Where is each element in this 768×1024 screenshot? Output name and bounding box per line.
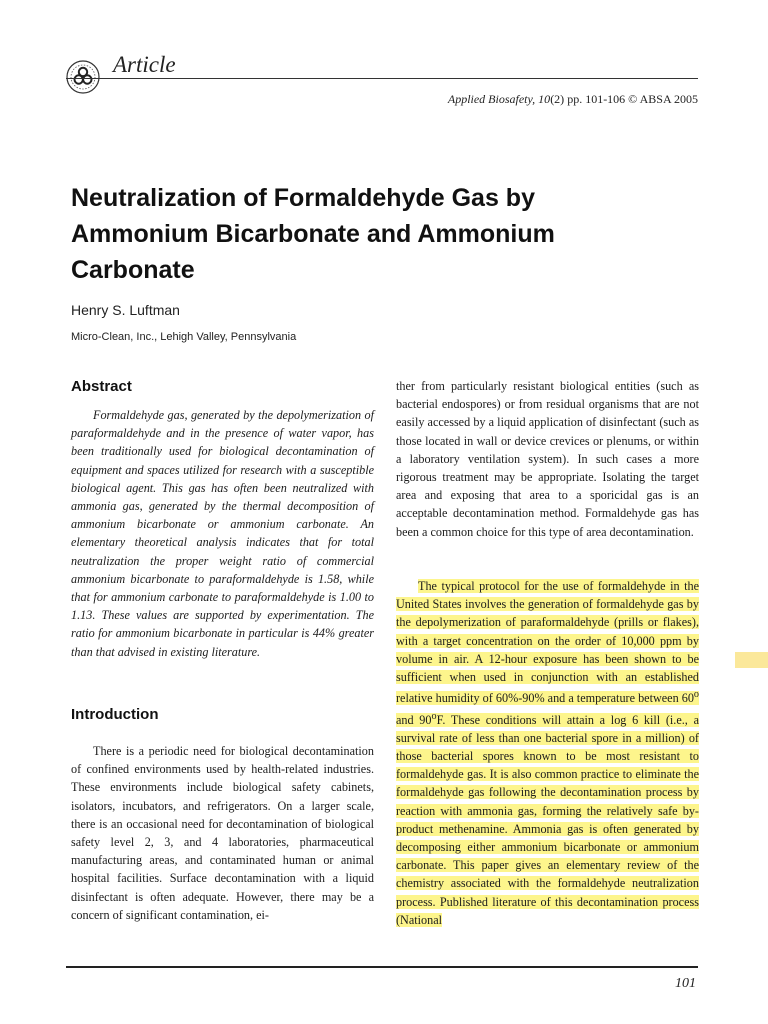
journal-name: Applied Biosafety, 10	[447, 92, 551, 106]
author-affiliation: Micro-Clean, Inc., Lehigh Valley, Pennsylvania	[71, 331, 297, 343]
page-number: 101	[675, 976, 696, 991]
highlight-margin-marker	[735, 652, 768, 668]
journal-issue: (2)	[550, 92, 565, 106]
column2-paragraph-2	[396, 577, 699, 929]
highlight-text-a: The typical protocol for the use of formaldehyde in the United States involves the generation of formaldehyde gas by the depolymerization of paraformaldehyde (prills or flakes), with a target concentration on the order of 10,000 ppm by volume in air. A 12-hour exposure has been shown to be sufficient when used in conjunction with an established relative humidity of 60%-90% and a temperature between 60	[396, 579, 699, 706]
section-label: Article	[113, 52, 176, 77]
paper-title: Neutralization of Formaldehyde Gas by Ammonium Bicarbonate and Ammonium Carbonate	[71, 184, 555, 284]
highlight-text-b: and 90	[396, 712, 432, 727]
citation	[448, 92, 698, 107]
degree-symbol: o	[431, 710, 437, 722]
introduction-text: There is a periodic need for biological decontamination of confined environments used by health-related industries. These environments include biological safety cabinets, isolators, incubators, and refrigerators. On a larger scale, there is an occasional need for decontamination of biological safety level 2, 3, and 4 laboratories, pharmaceutical manufacturing areas, and contaminated human or animal hospital facilities. Surface decontamination with a liquid disinfectant is often adequate. However, there may be a concern of significant contamination, ei-	[71, 744, 374, 922]
author-name: Henry S. Luftman	[71, 302, 180, 318]
biohazard-seal-icon	[66, 60, 100, 94]
highlight-text-c: F. These conditions will attain a log 6 kill (i.e., a survival rate of less than one bacterial spore in a million) of those bacterial spores known to be most resistant to formaldehyde gas. It is also common practice to eliminate the formaldehyde gas following the decontamination process by reaction with ammonia gas, forming the relatively safe by-product methenamine. Ammonia gas is often generated by decomposing either ammonium bicarbonate or ammonium carbonate. This paper gives an elementary review of the chemistry associated with the formaldehyde neutralization process. Published literature of this decontamination process (National	[396, 712, 699, 927]
highlighted-passage	[396, 579, 699, 927]
column2-paragraph-1: ther from particularly resistant biological entities (such as bacterial endospores) or from residual organisms that are not easily accessed by a liquid application of disinfectant (such as those located in wall or device crevices or plenums, or within a laboratory ventilation system). In such cases a more rigorous treatment may be appropriate. Isolating the target area and exposing that area to a sporicidal gas is an acceptable decontamination method. Formaldehyde gas has been a common choice for this type of area decontamination.	[396, 379, 699, 539]
abstract-heading: Abstract	[71, 378, 132, 395]
pages-copyright: pp. 101-106 © ABSA 2005	[567, 92, 698, 106]
footer-rule	[66, 966, 698, 968]
introduction-heading: Introduction	[71, 706, 159, 723]
header-rule	[66, 78, 698, 79]
abstract-text: Formaldehyde gas, generated by the depolymerization of paraformaldehyde and in the presence of water vapor, has been traditionally used for biological decontamination of equipment and spaces utilized for research with a susceptible biological agent. This gas has often been neutralized with ammonia gas, generated by the thermal decomposition of ammonium bicarbonate or ammonium carbonate. An elementary theoretical analysis indicates that for total neutralization the proper weight ratio of commercial ammonium bicarbonate to paraformaldehyde is 1.58, while that for ammonium carbonate to paraformaldehyde is 1.00 to 1.13. These values are supported by experimentation. The ratio for ammonium bicarbonate in particular is 44% greater than that advised in existing literature.	[71, 408, 374, 659]
degree-symbol: o	[693, 689, 699, 701]
